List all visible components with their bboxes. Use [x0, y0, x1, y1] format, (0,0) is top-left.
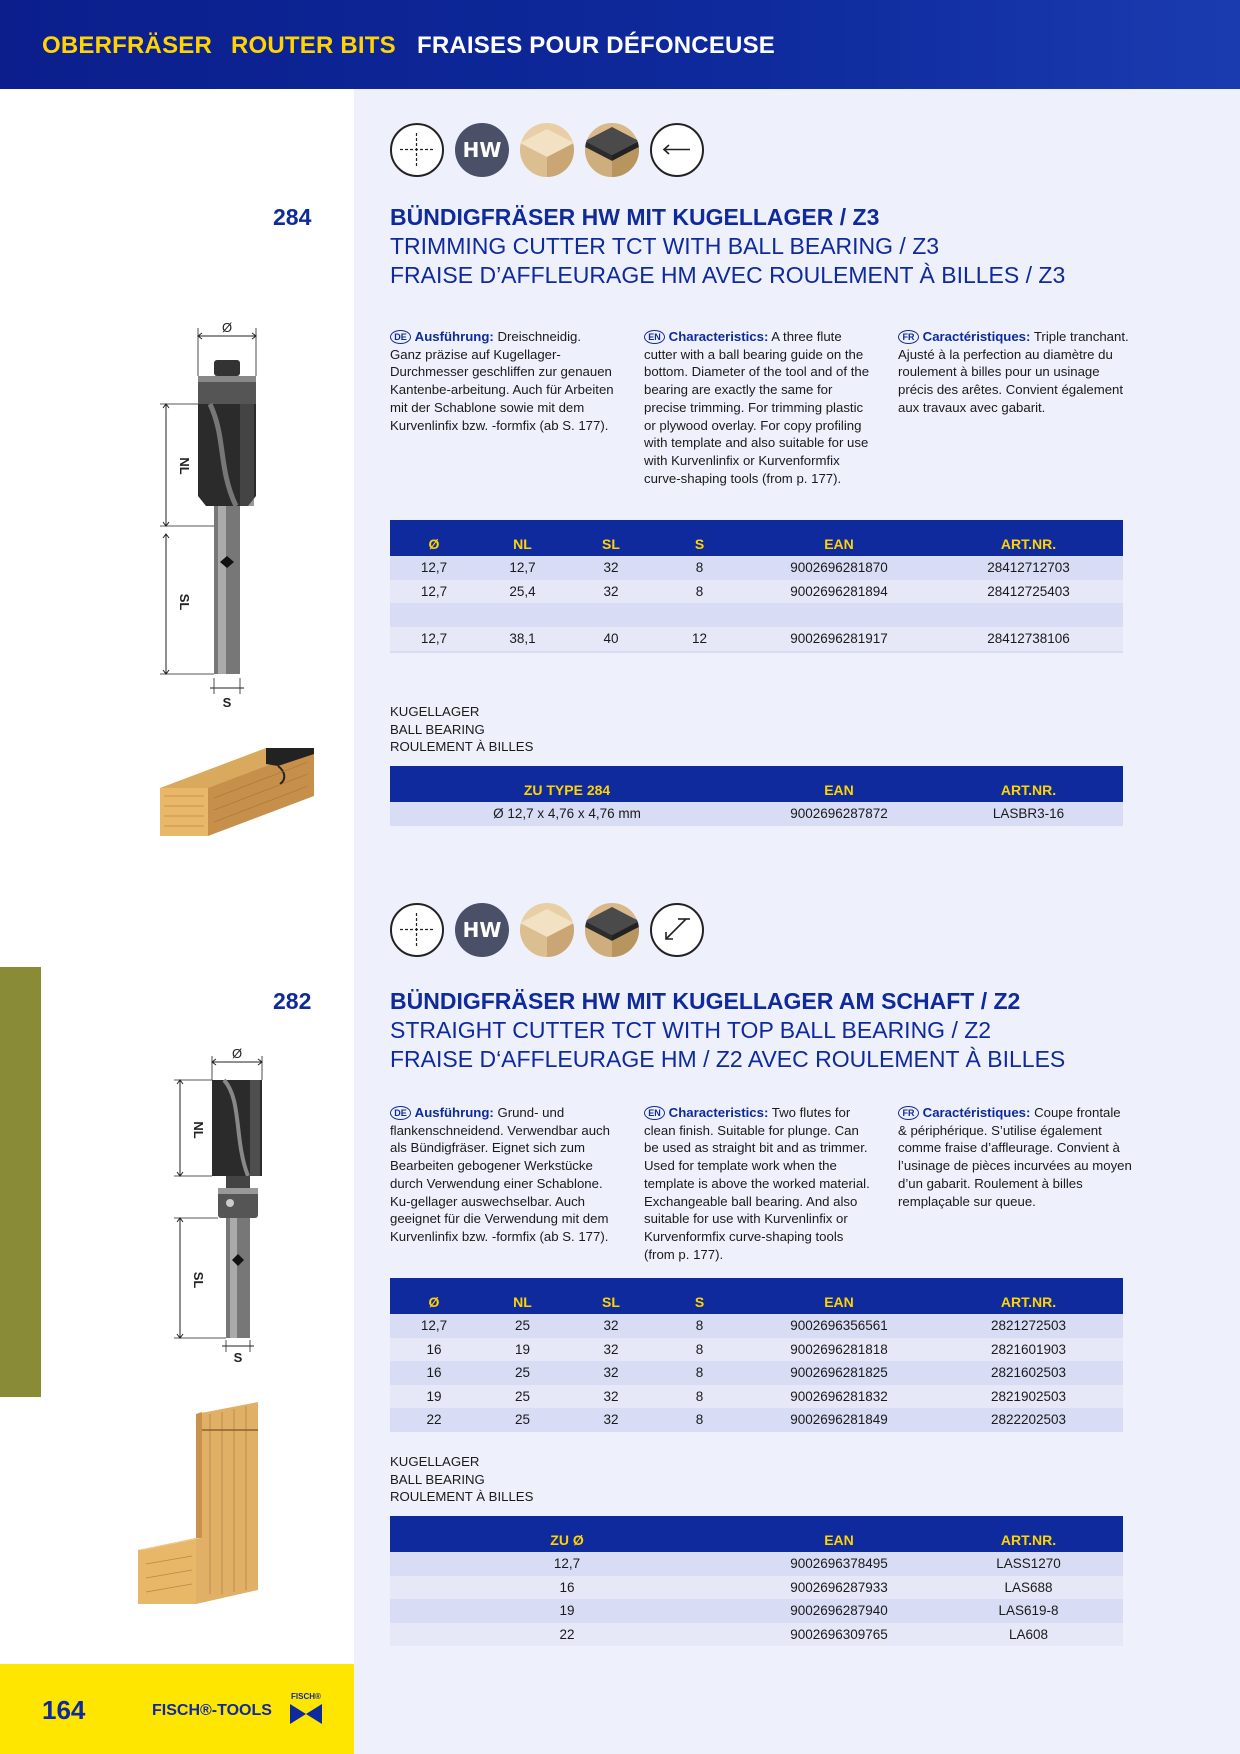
cell: 32 — [567, 1361, 655, 1385]
laminated-wood-icon — [585, 903, 639, 957]
header-title-de: OBERFRÄSER — [42, 32, 213, 59]
table-row — [390, 580, 1123, 604]
description-de — [390, 328, 616, 434]
cell: 28412738106 — [934, 627, 1123, 651]
wood-profile-drawing-282 — [138, 1400, 262, 1606]
table-header-row — [390, 1278, 1123, 1314]
desc-label: Ausführung: — [414, 329, 494, 344]
dim-nl-label: NL — [191, 1121, 206, 1139]
cell: 22 — [390, 1623, 744, 1647]
table-row — [390, 1623, 1123, 1647]
description-fr — [898, 328, 1132, 417]
cell: 8 — [655, 1408, 744, 1432]
desc-text: Two flutes for clean finish. Suitable for plunge. Can be used as straight bit and as trimmer. Used for template work when the template is above the worked material. Exchangeable ball bearing. And also suitable for use with Kurvenlinfix or Kurvenformfix curve-shaping tools (from p. 177). — [644, 1105, 870, 1262]
cell: LASBR3-16 — [934, 802, 1123, 826]
section-title-en: TRIMMING CUTTER TCT WITH BALL BEARING / Z3 — [390, 233, 940, 259]
description-en — [644, 328, 870, 487]
header-title-en: ROUTER BITS — [231, 32, 396, 59]
cell: 25 — [478, 1385, 567, 1409]
table-row — [390, 1314, 1123, 1338]
cell: 9002696281894 — [744, 580, 934, 604]
laminated-wood-icon — [585, 123, 639, 177]
cell — [390, 603, 478, 627]
col-ean: EAN — [744, 520, 934, 556]
desc-text: A three flute cutter with a ball bearing guide on the bottom. Diameter of the tool and of the bearing are exactly the same for precise trimming. For trimming plastic or plywood overlay. For copy profiling with template and also suitable for use with Kurvenlinfix or Kurvenformfix curve-shaping tools (from p. 177). — [644, 329, 870, 486]
table-row — [390, 1385, 1123, 1409]
dim-diameter-label: Ø — [231, 1046, 243, 1061]
cell: 2821272503 — [934, 1314, 1123, 1338]
cell: 12,7 — [390, 1552, 744, 1576]
col-s: S — [655, 520, 744, 556]
cell: 9002696281818 — [744, 1338, 934, 1362]
desc-text: Coupe frontale & périphérique. S’utilise également comme fraise d’affleurage. Convient à l’usinage de pièces incurvées au moyen d’un gabarit. Roulement à billes remplaçable sur queue. — [898, 1105, 1132, 1209]
cell: 8 — [655, 1314, 744, 1338]
col-sl: SL — [567, 520, 655, 556]
hw-badge: HW — [455, 903, 509, 957]
cell: 9002696356561 — [744, 1314, 934, 1338]
spec-table-284 — [390, 520, 1123, 653]
wood-profile-drawing-284 — [158, 744, 314, 840]
col-diameter: ZU Ø — [390, 1516, 744, 1552]
table-row — [390, 1599, 1123, 1623]
section-title-en: STRAIGHT CUTTER TCT WITH TOP BALL BEARING / Z2 — [390, 1017, 992, 1043]
cell: 8 — [655, 1385, 744, 1409]
cell: 25 — [478, 1314, 567, 1338]
table-row — [390, 1576, 1123, 1600]
table-row — [390, 1408, 1123, 1432]
col-ean: EAN — [744, 766, 934, 802]
cell: 12,7 — [390, 580, 478, 604]
cell: 25 — [478, 1361, 567, 1385]
col-artnr: ART.NR. — [934, 766, 1123, 802]
table-row — [390, 603, 1123, 627]
lang-badge-en: EN — [644, 1106, 665, 1120]
cell: 32 — [567, 1385, 655, 1409]
desc-label: Caractéristiques: — [922, 329, 1031, 344]
dim-nl-label: NL — [177, 457, 192, 475]
section-number: 282 — [273, 988, 312, 1014]
table-row — [390, 1361, 1123, 1385]
cell — [934, 603, 1123, 627]
section-title-de: BÜNDIGFRÄSER HW MIT KUGELLAGER / Z3 — [390, 204, 880, 230]
table-row — [390, 651, 1123, 653]
cell: 9002696281832 — [744, 1385, 934, 1409]
brand-name: FISCH®-TOOLS — [152, 1702, 272, 1719]
section-title-de: BÜNDIGFRÄSER HW MIT KUGELLAGER AM SCHAFT / Z2 — [390, 988, 1021, 1014]
lang-badge-fr: FR — [898, 330, 919, 344]
logo-text: FISCH® — [291, 1692, 321, 1701]
spec-table-282 — [390, 1278, 1123, 1432]
cell: 2821601903 — [934, 1338, 1123, 1362]
cell — [567, 603, 655, 627]
dim-s-label: S — [222, 695, 232, 710]
wood-block-icon — [520, 123, 574, 177]
fisch-logo-icon — [286, 1690, 326, 1726]
table-row — [390, 1552, 1123, 1576]
cell: 28412712703 — [934, 556, 1123, 580]
cell: 32 — [567, 1338, 655, 1362]
col-diameter: Ø — [390, 520, 478, 556]
diagonal-arrow-icon — [650, 903, 704, 957]
col-type: ZU TYPE 284 — [390, 766, 744, 802]
lang-badge-fr: FR — [898, 1106, 919, 1120]
cell: 19 — [478, 1338, 567, 1362]
col-artnr: ART.NR. — [934, 1516, 1123, 1552]
cell: 9002696281849 — [744, 1408, 934, 1432]
bearing-label-fr: ROULEMENT À BILLES — [390, 739, 534, 755]
col-artnr: ART.NR. — [934, 1278, 1123, 1314]
table-row — [390, 802, 1123, 826]
description-de — [390, 1104, 616, 1246]
description-fr — [898, 1104, 1132, 1210]
table-header-row — [390, 766, 1123, 802]
cell: 19 — [390, 1385, 478, 1409]
cell: LA608 — [934, 1623, 1123, 1647]
dim-diameter-label: Ø — [221, 320, 233, 335]
col-ean: EAN — [744, 1516, 934, 1552]
chapter-tab-marker — [0, 967, 41, 1397]
desc-label: Characteristics: — [668, 329, 769, 344]
col-artnr: ART.NR. — [934, 520, 1123, 556]
cell: 2821602503 — [934, 1361, 1123, 1385]
bearing-label-fr: ROULEMENT À BILLES — [390, 1489, 534, 1505]
desc-label: Caractéristiques: — [922, 1105, 1031, 1120]
cell: 12,7 — [390, 556, 478, 580]
cell: 32 — [567, 1314, 655, 1338]
cell: 12,7 — [390, 1314, 478, 1338]
section-title-fr: FRAISE D’AFFLEURAGE HM AVEC ROULEMENT À BILLES / Z3 — [390, 262, 1066, 288]
bearing-label-en: BALL BEARING — [390, 1471, 485, 1487]
crosshair-icon — [390, 903, 444, 957]
cell: LASS1270 — [934, 1552, 1123, 1576]
desc-text: Triple tranchant. Ajusté à la perfection au diamètre du roulement à billes pour un usinage précis des arêtes. Convient également aux travaux avec gabarit. — [898, 329, 1129, 415]
cell: 2822202503 — [934, 1408, 1123, 1432]
dim-s-label: S — [233, 1350, 243, 1364]
page-number: 164 — [42, 1695, 86, 1725]
cell: 8 — [655, 1338, 744, 1362]
section-title-fr: FRAISE D‘AFFLEURAGE HM / Z2 AVEC ROULEMENT À BILLES — [390, 1046, 1066, 1072]
cell: 9002696287940 — [744, 1599, 934, 1623]
table-row — [390, 627, 1123, 651]
lang-badge-de: DE — [390, 330, 411, 344]
page-footer — [0, 1664, 354, 1754]
router-bit-drawing-284 — [148, 318, 268, 710]
col-ean: EAN — [744, 1278, 934, 1314]
arrow-left-icon — [650, 123, 704, 177]
table-header-row — [390, 1516, 1123, 1552]
lang-badge-de: DE — [390, 1106, 411, 1120]
desc-label: Characteristics: — [668, 1105, 769, 1120]
cell: 22 — [390, 1408, 478, 1432]
bearing-table-284 — [390, 766, 1123, 826]
desc-label: Ausführung: — [414, 1105, 494, 1120]
cell: 32 — [567, 1408, 655, 1432]
cell: 32 — [567, 556, 655, 580]
bearing-table-282 — [390, 1516, 1123, 1646]
desc-text: Dreischneidig. Ganz präzise auf Kugellager-Durchmesser geschliffen zur genauen Kantenbe-arbeitung. Auch für Arbeiten mit der Schablone sowie mit dem Kurvenlinfix bzw. -formfix (ab S. 177). — [390, 329, 614, 433]
section-number: 284 — [273, 204, 312, 230]
dim-sl-label: SL — [177, 593, 192, 611]
bearing-label-de: KUGELLAGER — [390, 704, 480, 719]
col-sl: SL — [567, 1278, 655, 1314]
cell: 16 — [390, 1361, 478, 1385]
router-bit-drawing-282 — [168, 1040, 268, 1364]
table-row — [390, 1338, 1123, 1362]
cell — [744, 603, 934, 627]
cell: 12,7 — [478, 556, 567, 580]
cell: 12,7 — [390, 627, 478, 651]
col-nl: NL — [478, 1278, 567, 1314]
cell: 9002696309765 — [744, 1623, 934, 1647]
cell: Ø 12,7 x 4,76 x 4,76 mm — [390, 802, 744, 826]
table-row — [390, 556, 1123, 580]
bearing-label — [390, 703, 533, 756]
cell: 9002696287933 — [744, 1576, 934, 1600]
bearing-label-de: KUGELLAGER — [390, 1454, 480, 1469]
cell: 25,4 — [478, 580, 567, 604]
cell: 12 — [655, 627, 744, 651]
cell: 8 — [655, 556, 744, 580]
dim-sl-label: SL — [191, 1271, 206, 1289]
bearing-label — [390, 1453, 533, 1506]
desc-text: Grund- und flankenschneidend. Verwendbar auch als Bündigfräser. Eignet sich zum Bearbeiten gebogener Werkstücke durch Verwendung einer Schablone. Ku-gellager auswechselbar. Auch geeignet für die Verwendung mit dem Kurvenlinfix bzw. -formfix (ab S. 177). — [390, 1105, 610, 1244]
cell: LAS619-8 — [934, 1599, 1123, 1623]
cell — [478, 603, 567, 627]
lang-badge-en: EN — [644, 330, 665, 344]
cell: 9002696378495 — [744, 1552, 934, 1576]
cell: 16 — [390, 1576, 744, 1600]
cell: 8 — [655, 580, 744, 604]
hw-badge: HW — [455, 123, 509, 177]
cell: 25 — [478, 1408, 567, 1432]
cell: 9002696287872 — [744, 802, 934, 826]
description-en — [644, 1104, 870, 1263]
col-diameter: Ø — [390, 1278, 478, 1314]
cell: 9002696281917 — [744, 627, 934, 651]
col-nl: NL — [478, 520, 567, 556]
crosshair-icon — [390, 123, 444, 177]
cell: 19 — [390, 1599, 744, 1623]
cell: 8 — [655, 1361, 744, 1385]
table-header-row — [390, 520, 1123, 556]
cell: 9002696281870 — [744, 556, 934, 580]
wood-block-icon — [520, 903, 574, 957]
cell: 32 — [567, 580, 655, 604]
header-title-fr: FRAISES POUR DÉFONCEUSE — [417, 32, 775, 59]
page-header — [0, 0, 1240, 89]
cell: 40 — [567, 627, 655, 651]
col-s: S — [655, 1278, 744, 1314]
cell: 2821902503 — [934, 1385, 1123, 1409]
cell: 16 — [390, 1338, 478, 1362]
cell: LAS688 — [934, 1576, 1123, 1600]
bearing-label-en: BALL BEARING — [390, 721, 485, 737]
cell: 9002696281825 — [744, 1361, 934, 1385]
cell — [655, 603, 744, 627]
cell: 28412725403 — [934, 580, 1123, 604]
cell: 38,1 — [478, 627, 567, 651]
